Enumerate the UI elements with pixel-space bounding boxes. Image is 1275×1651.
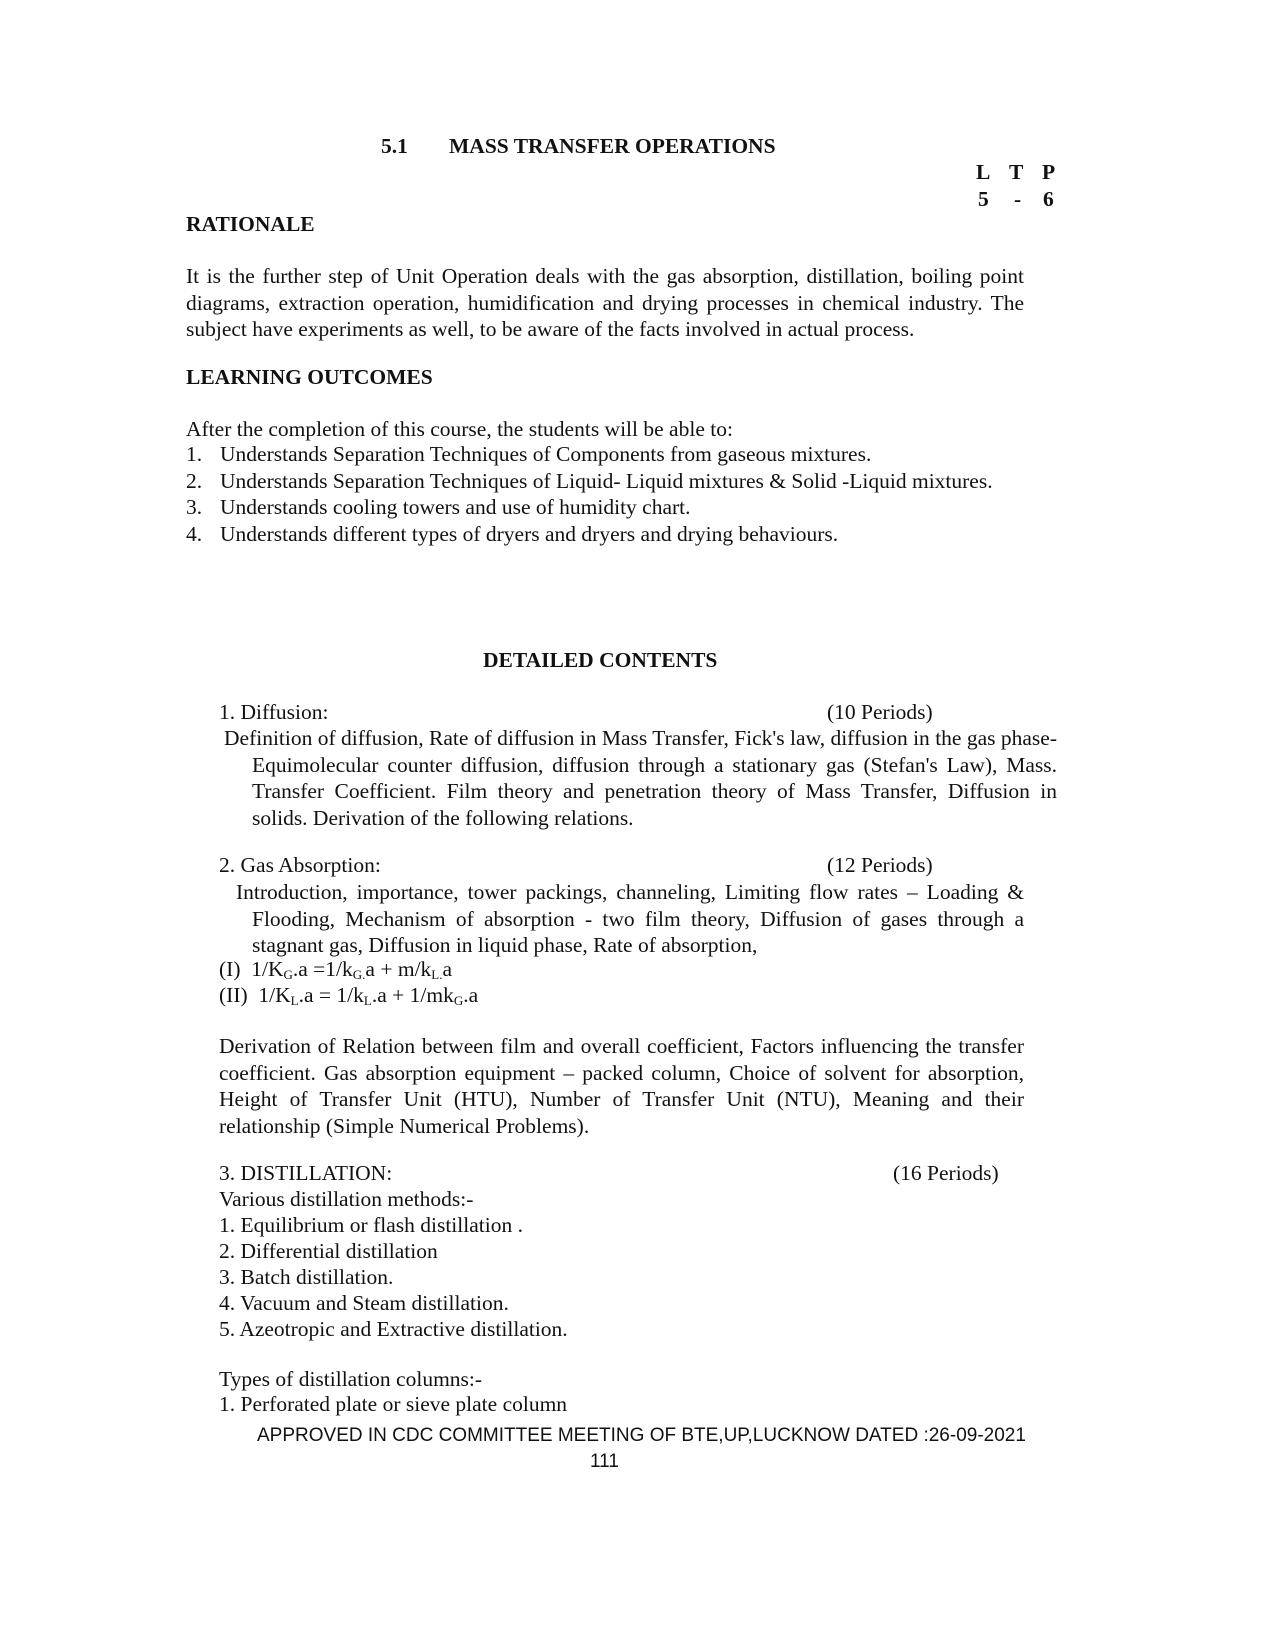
list-item [186, 494, 1036, 521]
equation-text: 1/K [251, 957, 284, 981]
equation-label: (I) [219, 957, 241, 981]
list-item-text: Understands different types of dryers and dryers and drying behaviours. [220, 521, 839, 546]
list-item-text: Understands Separation Techniques of Components from gaseous mixtures. [220, 442, 872, 466]
equation-text: .a + 1/mk [371, 983, 454, 1007]
distillation-periods: (16 Periods) [893, 1161, 999, 1185]
ltp-label-l: L [976, 160, 991, 184]
footer-approval: APPROVED IN CDC COMMITTEE MEETING OF BTE,UP,LUCKNOW DATED :26-09-2021 [257, 1425, 1026, 1446]
gas-absorption-text: Introduction, importance, tower packings, channeling, Limiting flow rates – Loading & Flooding, Mechanism of absorption - two film theory, Diffusion of gases through a stagnant gas, Diffusion in liquid phase, Rate of absorption, [236, 880, 1024, 957]
equation-text: a + m/k [365, 957, 432, 981]
distillation-title: 3. DISTILLATION: [219, 1161, 393, 1185]
page-number: 111 [590, 1451, 619, 1472]
diffusion-text: Definition of diffusion, Rate of diffusion in Mass Transfer, Fick's law, diffusion in the gas phase-Equimolecular counter diffusion, diffusion through a stationary gas (Stefan's Law), Mass. Transfer Coefficient. Film theory and penetration theory of Mass Transfer, Diffusion in solids. Derivation of the following relations. [224, 726, 1057, 830]
rationale-heading: RATIONALE [186, 212, 315, 236]
ltp-value-p: 6 [1043, 187, 1054, 211]
gas-absorption-periods: (12 Periods) [827, 853, 933, 877]
detailed-contents-heading: DETAILED CONTENTS [483, 648, 718, 672]
equation-subscript: L. [431, 967, 443, 982]
distillation-methods-list [219, 1212, 568, 1342]
list-item: 2. Differential distillation [219, 1239, 438, 1263]
gas-absorption-title: 2. Gas Absorption: [219, 853, 381, 877]
list-item: 1. Equilibrium or flash distillation . [219, 1213, 523, 1237]
distillation-columns-heading: Types of distillation columns:- [219, 1367, 483, 1391]
equation-text: a [442, 957, 453, 981]
equation-text: 1/K [258, 983, 291, 1007]
diffusion-title: 1. Diffusion: [219, 700, 329, 724]
equation-label: (II) [219, 983, 248, 1007]
distillation-methods-heading: Various distillation methods:- [219, 1187, 474, 1211]
equation-subscript: G. [352, 967, 366, 982]
list-item [186, 441, 1036, 468]
gas-absorption-text-2: Derivation of Relation between film and overall coefficient, Factors influencing the transfer coefficient. Gas absorption equipment – packed column, Choice of solvent for absorption, Height of Transfer Unit (HTU), Number of Transfer Unit (NTU), Meaning and their relationship (Simple Numerical Problems). [219, 1034, 1024, 1138]
list-item-number: 3. [186, 495, 203, 519]
list-item-text: Understands Separation Techniques of Liquid- Liquid mixtures & Solid -Liquid mixtures. [220, 468, 993, 493]
list-item: 4. Vacuum and Steam distillation. [219, 1291, 509, 1315]
equation-1 [219, 957, 452, 982]
diffusion-periods: (10 Periods) [827, 700, 933, 724]
ltp-label-t: T [1009, 160, 1024, 184]
distillation-columns-list [219, 1392, 567, 1417]
list-item-number: 2. [186, 468, 203, 493]
list-item-number: 4. [186, 521, 203, 546]
list-item: 5. Azeotropic and Extractive distillation. [219, 1317, 568, 1341]
ltp-value-t: - [1014, 187, 1022, 211]
list-item: 3. Batch distillation. [219, 1265, 394, 1289]
ltp-value-l: 5 [978, 187, 989, 211]
learning-outcomes-heading: LEARNING OUTCOMES [186, 365, 433, 389]
section-number: 5.1 [381, 134, 408, 158]
list-item-number: 1. [186, 442, 203, 466]
list-item: 1. Perforated plate or sieve plate column [219, 1392, 568, 1416]
rationale-text: It is the further step of Unit Operation deals with the gas absorption, distillation, boiling point diagrams, extraction operation, humidification and drying processes in chemical industry. The subject have experiments as well, to be aware of the facts involved in actual process. [186, 264, 1024, 341]
learning-outcomes-intro: After the completion of this course, the students will be able to: [186, 417, 733, 441]
equation-text: .a [463, 983, 479, 1007]
ltp-label-p: P [1042, 160, 1056, 184]
list-item [186, 468, 1036, 495]
equation-subscript: G [283, 967, 293, 982]
learning-outcomes-list [186, 441, 1036, 547]
equation-text: .a =1/k [292, 957, 353, 981]
page-title: MASS TRANSFER OPERATIONS [449, 134, 776, 158]
list-item [186, 521, 1036, 548]
list-item-text: Understands cooling towers and use of humidity chart. [220, 495, 691, 519]
equation-2 [219, 983, 478, 1008]
equation-text: .a = 1/k [298, 983, 364, 1007]
equation-subscript: L [363, 993, 372, 1008]
equation-subscript: L [290, 993, 299, 1008]
equation-subscript: G [453, 993, 464, 1008]
